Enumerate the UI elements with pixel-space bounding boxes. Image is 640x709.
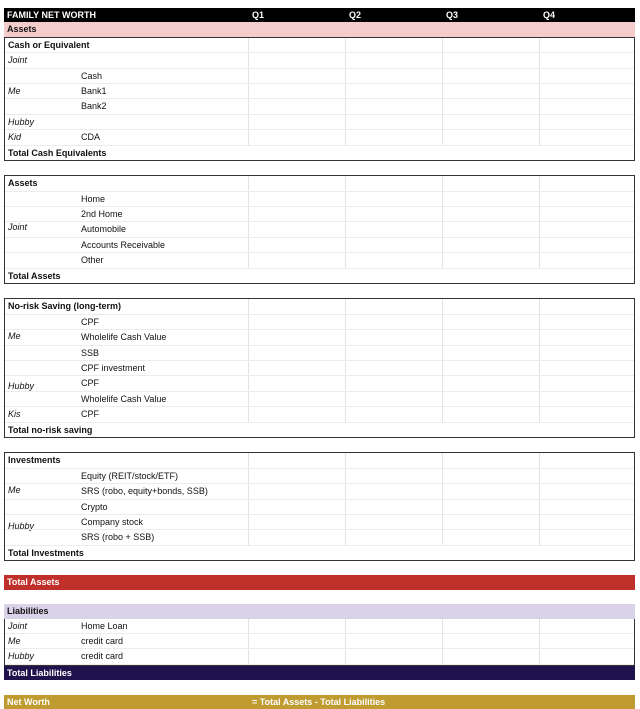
- investment-item[interactable]: SRS (robo, equity+bonds, SSB): [81, 486, 208, 497]
- header-row: [4, 8, 635, 22]
- norisk-row: [5, 330, 634, 345]
- cash-row: [5, 130, 634, 145]
- investment-item[interactable]: Company stock: [81, 516, 144, 527]
- who-kis[interactable]: Kis: [8, 409, 21, 420]
- norisk-total-row: [5, 423, 634, 437]
- asset-row: [5, 253, 634, 268]
- who-joint[interactable]: Joint: [8, 620, 28, 631]
- investments-title-row: [5, 453, 634, 468]
- norisk-item[interactable]: Wholelife Cash Value: [81, 393, 167, 404]
- norisk-title-row: [5, 299, 634, 314]
- liabilities-banner: [4, 604, 635, 618]
- who-joint[interactable]: Joint: [8, 55, 28, 66]
- asset-item[interactable]: Accounts Receivable: [81, 239, 166, 250]
- item-cash[interactable]: Cash: [81, 70, 103, 81]
- cash-section: [4, 37, 635, 161]
- cash-title-row: [5, 38, 634, 53]
- net-worth-row: [4, 695, 635, 709]
- investment-row: [5, 484, 634, 499]
- liability-row: [5, 634, 634, 649]
- item-bank2[interactable]: Bank2: [81, 101, 107, 112]
- assets-banner: [4, 22, 635, 36]
- investments-total-row: [5, 546, 634, 560]
- norisk-row: [5, 361, 634, 376]
- investment-row: [5, 469, 634, 484]
- liability-row: [5, 619, 634, 634]
- asset-row: [5, 207, 634, 222]
- assets-title[interactable]: Assets: [8, 178, 38, 189]
- norisk-row: [5, 346, 634, 361]
- asset-item[interactable]: 2nd Home: [81, 209, 123, 220]
- who-hubby[interactable]: Hubby: [8, 380, 35, 391]
- item-cda[interactable]: CDA: [81, 132, 101, 143]
- norisk-row: [5, 392, 634, 407]
- net-worth-label[interactable]: Net Worth: [7, 696, 50, 707]
- asset-row: [5, 222, 634, 237]
- norisk-total-label[interactable]: Total no-risk saving: [8, 424, 93, 435]
- asset-row: [5, 238, 634, 253]
- cash-row: [5, 99, 634, 114]
- norisk-title[interactable]: No-risk Saving (long-term): [8, 301, 122, 312]
- assets-banner-label[interactable]: Assets: [7, 24, 37, 35]
- cash-title[interactable]: Cash or Equivalent: [8, 39, 90, 50]
- asset-item[interactable]: Home: [81, 193, 106, 204]
- norisk-item[interactable]: CPF investment: [81, 362, 146, 373]
- investment-row: [5, 530, 634, 545]
- assets-title-row: [5, 176, 634, 191]
- investments-section: [4, 452, 635, 561]
- investments-total-label[interactable]: Total Investments: [8, 547, 84, 558]
- sheet-title[interactable]: FAMILY NET WORTH: [7, 10, 97, 20]
- who-hubby[interactable]: Hubby: [8, 521, 35, 532]
- who-hubby[interactable]: Hubby: [8, 651, 35, 662]
- investment-row: [5, 515, 634, 530]
- liabilities-section: [4, 619, 635, 666]
- investment-item[interactable]: SRS (robo + SSB): [81, 532, 155, 543]
- who-me[interactable]: Me: [8, 85, 21, 96]
- investments-title[interactable]: Investments: [8, 455, 61, 466]
- cash-row: [5, 115, 634, 130]
- liabilities-title[interactable]: Liabilities: [7, 606, 49, 617]
- asset-item[interactable]: Automobile: [81, 224, 127, 235]
- assets-section: [4, 175, 635, 284]
- col-q3[interactable]: Q3: [446, 10, 459, 20]
- net-worth-sheet: [4, 8, 635, 709]
- who-me[interactable]: Me: [8, 636, 21, 647]
- total-assets-row: [4, 575, 635, 589]
- cash-total-label[interactable]: Total Cash Equivalents: [8, 147, 107, 158]
- total-liabilities-label[interactable]: Total Liabilities: [7, 667, 72, 678]
- who-me[interactable]: Me: [8, 485, 21, 496]
- who-joint[interactable]: Joint: [8, 222, 28, 233]
- who-me[interactable]: Me: [8, 331, 21, 342]
- norisk-row: [5, 376, 634, 391]
- investment-row: [5, 500, 634, 515]
- who-kid[interactable]: Kid: [8, 132, 22, 143]
- norisk-item[interactable]: CPF: [81, 378, 99, 389]
- asset-row: [5, 192, 634, 207]
- norisk-item[interactable]: CPF: [81, 316, 99, 327]
- col-q4[interactable]: Q4: [543, 10, 556, 20]
- investment-item[interactable]: Equity (REIT/stock/ETF): [81, 470, 179, 481]
- col-q1[interactable]: Q1: [252, 10, 265, 20]
- total-assets-label[interactable]: Total Assets: [7, 577, 60, 588]
- col-q2[interactable]: Q2: [349, 10, 362, 20]
- cash-row: [5, 84, 634, 99]
- norisk-item[interactable]: CPF: [81, 409, 99, 420]
- norisk-section: [4, 298, 635, 438]
- liability-item[interactable]: credit card: [81, 636, 124, 647]
- cash-total-row: [5, 146, 634, 160]
- norisk-row: [5, 315, 634, 330]
- norisk-item[interactable]: Wholelife Cash Value: [81, 332, 167, 343]
- assets-total-label[interactable]: Total Assets: [8, 270, 61, 281]
- norisk-row: [5, 407, 634, 422]
- who-hubby[interactable]: Hubby: [8, 116, 35, 127]
- total-liabilities-row: [4, 666, 635, 680]
- asset-item[interactable]: Other: [81, 255, 104, 266]
- item-bank1[interactable]: Bank1: [81, 85, 107, 96]
- norisk-item[interactable]: SSB: [81, 347, 100, 358]
- assets-total-row: [5, 269, 634, 283]
- net-worth-formula[interactable]: = Total Assets - Total Liabilities: [252, 696, 386, 707]
- cash-joint-row: [5, 53, 634, 68]
- investment-item[interactable]: Crypto: [81, 501, 108, 512]
- cash-row: [5, 69, 634, 84]
- liability-item[interactable]: credit card: [81, 651, 124, 662]
- liability-row: [5, 649, 634, 664]
- liability-item[interactable]: Home Loan: [81, 620, 128, 631]
